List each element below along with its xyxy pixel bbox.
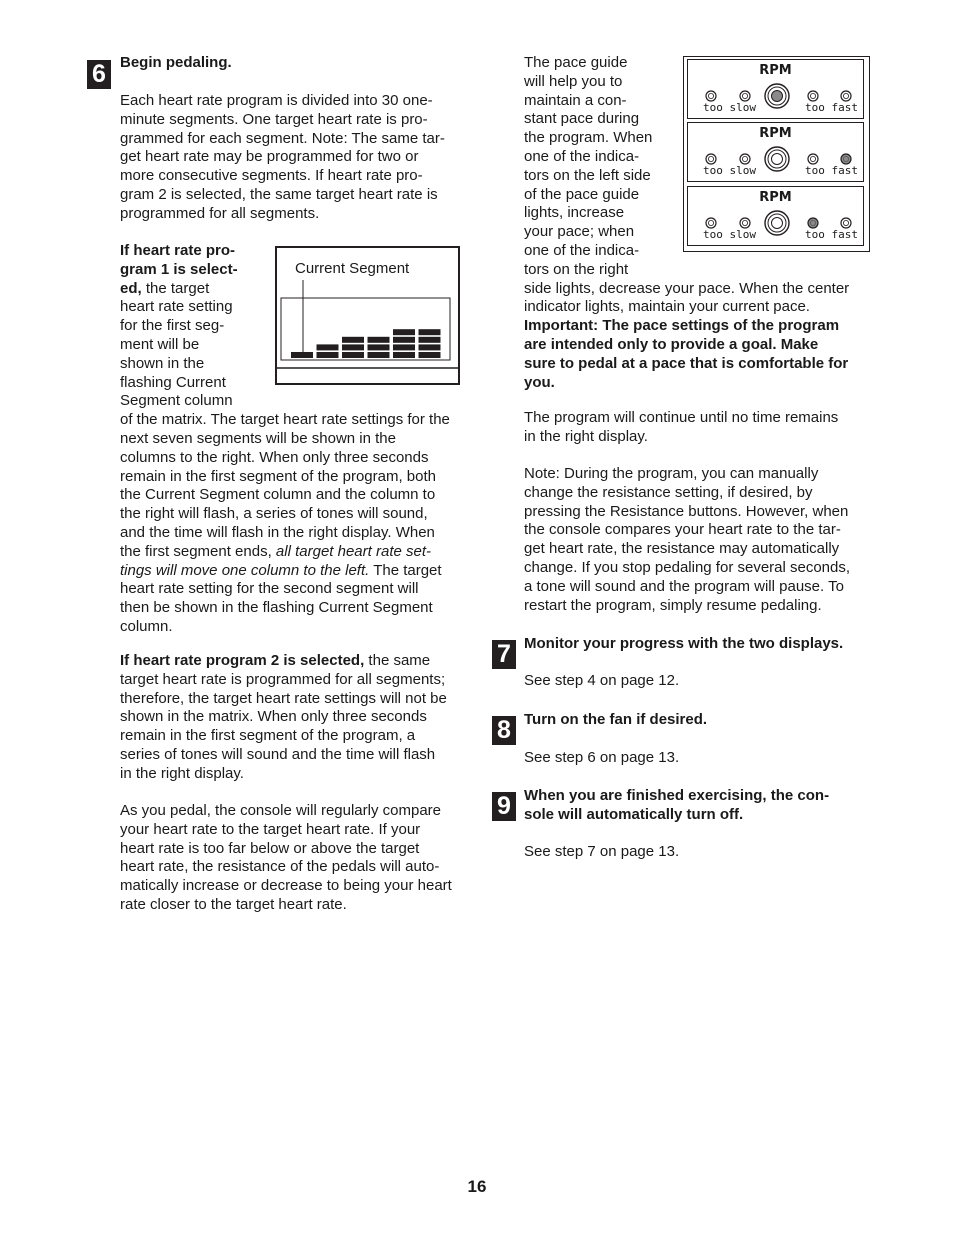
too-fast-label: too fast <box>805 228 858 241</box>
step-9-heading <box>524 787 829 825</box>
text-line: column. <box>120 617 173 635</box>
matrix-bar <box>368 337 390 343</box>
text-line: in the right display. <box>120 764 244 782</box>
rpm-panel <box>687 186 864 246</box>
fast-indicator-light <box>808 218 818 228</box>
text-line: grammed for each segment. Note: The same tar- <box>120 129 445 147</box>
matrix-bar <box>393 344 415 350</box>
text-line: and the time will flash in the right display. When <box>120 523 435 541</box>
text-line: gram 2 is selected, the same target heart rate is <box>120 185 438 203</box>
matrix-bar <box>317 344 339 350</box>
text-line: sure to pedal at a pace that is comfortable for <box>524 354 849 372</box>
text-line: restart the program, simply resume pedaling. <box>524 596 822 614</box>
too-fast-label: too fast <box>805 101 858 114</box>
text-line: matically increase or decrease to being your heart <box>120 877 452 895</box>
fast-indicator-light <box>808 91 818 101</box>
rpm-label: RPM <box>759 126 792 141</box>
text-line: series of tones will sound and the time will flash <box>120 745 436 763</box>
text-line: heart rate setting for the second segment will <box>120 580 419 598</box>
too-slow-label: too slow <box>703 164 756 177</box>
step-8-body: See step 6 on page 13. <box>524 749 680 766</box>
step-8-heading: Turn on the fan if desired. <box>524 711 708 728</box>
text-line: shown in the <box>120 354 205 372</box>
text-line: next seven segments will be shown in the <box>120 429 396 447</box>
text-line: remain in the first segment of the program, both <box>120 467 436 485</box>
slow-indicator-light <box>740 218 750 228</box>
current-segment-label: Current Segment <box>295 260 410 277</box>
text-line: your heart rate to the target heart rate. If your <box>120 820 421 838</box>
slow-indicator-light <box>706 154 716 164</box>
text-line: maintain a con- <box>524 91 627 109</box>
matrix-bar <box>419 329 441 335</box>
rpm-panel <box>687 59 864 119</box>
text-line: target heart rate is programmed for all segments; <box>120 670 446 688</box>
text-line: flashing Current <box>120 373 226 391</box>
text-line: lights, increase <box>524 204 625 222</box>
program-2-paragraph <box>120 652 447 784</box>
text-line: As you pedal, the console will regularly compare <box>120 802 441 819</box>
matrix-bar <box>368 352 390 358</box>
text-line: The program will continue until no time remains <box>524 409 839 426</box>
step-7-heading: Monitor your progress with the two displays. <box>524 635 844 652</box>
text-line: columns to the right. When only three seconds <box>120 448 429 466</box>
fast-indicator-light <box>808 154 818 164</box>
step-7-badge: 7 <box>492 640 516 669</box>
matrix-bar <box>393 352 415 358</box>
text-line: one of the indica- <box>524 147 640 165</box>
step-6-heading: Begin pedaling. <box>120 54 232 71</box>
text-line: a tone will sound and the program will pause. To <box>524 577 844 595</box>
text-line: rate closer to the target heart rate. <box>120 895 347 913</box>
text-line: Segment column <box>120 392 233 410</box>
text-line: for the first seg- <box>120 317 225 335</box>
text-line: your pace; when <box>524 223 635 241</box>
text-line: therefore, the target heart rate settings will not be <box>120 689 447 707</box>
text-line: the right will flash, a series of tones will sound, <box>120 505 428 523</box>
text-line: heart rate, the resistance of the pedals will auto- <box>120 858 440 876</box>
fast-indicator-light <box>841 218 851 228</box>
text-line: then be shown in the flashing Current Segment <box>120 599 433 617</box>
text-line: When you are finished exercising, the con- <box>524 787 830 804</box>
center-indicator-light <box>772 91 783 102</box>
text-line: ment will be <box>120 335 200 353</box>
text-line: side lights, decrease your pace. When the center <box>524 279 850 297</box>
step-8-badge: 8 <box>492 716 516 745</box>
text-line: get heart rate, the resistance may automatically <box>524 540 840 558</box>
center-indicator-light <box>765 211 789 235</box>
fast-indicator-light <box>841 154 851 164</box>
step-6-badge: 6 <box>87 60 111 89</box>
matrix-bar <box>419 337 441 343</box>
text-line: the first segment ends, all target heart rate set- <box>120 542 431 560</box>
matrix-bar <box>317 352 339 358</box>
center-indicator-light <box>772 218 783 229</box>
matrix-bar <box>342 337 364 343</box>
center-indicator-light <box>768 214 786 232</box>
text-line: pressing the Resistance buttons. However, when <box>524 502 849 520</box>
text-line: of the pace guide <box>524 185 640 203</box>
text-line: minute segments. One target heart rate is pro- <box>120 110 428 128</box>
slow-indicator-light <box>740 154 750 164</box>
compare-paragraph <box>120 802 452 915</box>
text-line: heart rate is too far below or above the target <box>120 839 420 857</box>
text-line: Important: The pace settings of the program <box>524 317 840 335</box>
text-line: the Current Segment column and the column to <box>120 486 436 504</box>
text-line: change the resistance setting, if desired, by <box>524 483 813 501</box>
text-line: If heart rate program 2 is selected, the same <box>120 652 431 669</box>
text-line: programmed for all segments. <box>120 204 320 222</box>
center-indicator-light <box>768 150 786 168</box>
step-9-badge: 9 <box>492 792 516 821</box>
rpm-label: RPM <box>759 190 792 205</box>
too-slow-label: too slow <box>703 101 756 114</box>
text-line: shown in the matrix. When only three seconds <box>120 708 427 726</box>
text-line: tors on the left side <box>524 166 651 184</box>
too-fast-label: too fast <box>805 164 858 177</box>
matrix-bar <box>368 344 390 350</box>
matrix-bar <box>393 337 415 343</box>
page-number: 16 <box>467 1177 487 1196</box>
text-line: The pace guide <box>524 54 628 71</box>
text-line: sole will automatically turn off. <box>524 805 744 823</box>
step-6-intro <box>120 92 445 224</box>
continue-paragraph <box>524 409 838 447</box>
matrix-bar <box>419 344 441 350</box>
slow-indicator-light <box>706 91 716 101</box>
matrix-frame <box>281 298 450 360</box>
slow-indicator-light <box>706 218 716 228</box>
matrix-bar <box>342 344 364 350</box>
text-line: stant pace during <box>524 110 640 128</box>
text-line: tors on the right <box>524 260 629 278</box>
text-line: will help you to <box>524 72 623 90</box>
text-line: the program. When <box>524 129 653 147</box>
rpm-panel <box>687 122 864 182</box>
text-line: you. <box>524 373 555 391</box>
text-line: change. If you stop pedaling for several seconds, <box>524 558 851 576</box>
text-line: gram 1 is select- <box>120 260 238 278</box>
text-line: indicator lights, maintain your current pace. <box>524 298 810 316</box>
too-slow-label: too slow <box>703 228 756 241</box>
center-indicator-light <box>772 154 783 165</box>
text-line: in the right display. <box>524 427 648 445</box>
text-line: of the matrix. The target heart rate settings for the <box>120 411 450 429</box>
text-line: more consecutive segments. If heart rate pro- <box>120 167 423 185</box>
text-line: ed, the target <box>120 279 210 297</box>
matrix-bar <box>393 329 415 335</box>
matrix-bar <box>291 352 313 358</box>
matrix-bar <box>419 352 441 358</box>
rpm-label: RPM <box>759 63 792 78</box>
text-line: Note: During the program, you can manually <box>524 465 819 482</box>
text-line: one of the indica- <box>524 241 640 259</box>
step-7-body: See step 4 on page 12. <box>524 672 680 689</box>
text-line: the console compares your heart rate to the tar- <box>524 521 841 539</box>
text-line: heart rate setting <box>120 298 233 316</box>
slow-indicator-light <box>740 91 750 101</box>
text-line: remain in the first segment of the program, a <box>120 727 416 745</box>
pace-guide-figure <box>683 56 870 252</box>
text-line: are intended only to provide a goal. Make <box>524 335 819 353</box>
text-line: If heart rate pro- <box>120 242 236 259</box>
step-9-body: See step 7 on page 13. <box>524 843 680 860</box>
fast-indicator-light <box>841 91 851 101</box>
note-paragraph <box>524 465 850 615</box>
text-line: Each heart rate program is divided into 30 one- <box>120 92 433 109</box>
text-line: tings will move one column to the left. The target <box>120 561 442 579</box>
matrix-bar <box>342 352 364 358</box>
matrix-bars <box>291 329 441 358</box>
center-indicator-light <box>765 147 789 171</box>
text-line: get heart rate may be programmed for two or <box>120 148 419 166</box>
